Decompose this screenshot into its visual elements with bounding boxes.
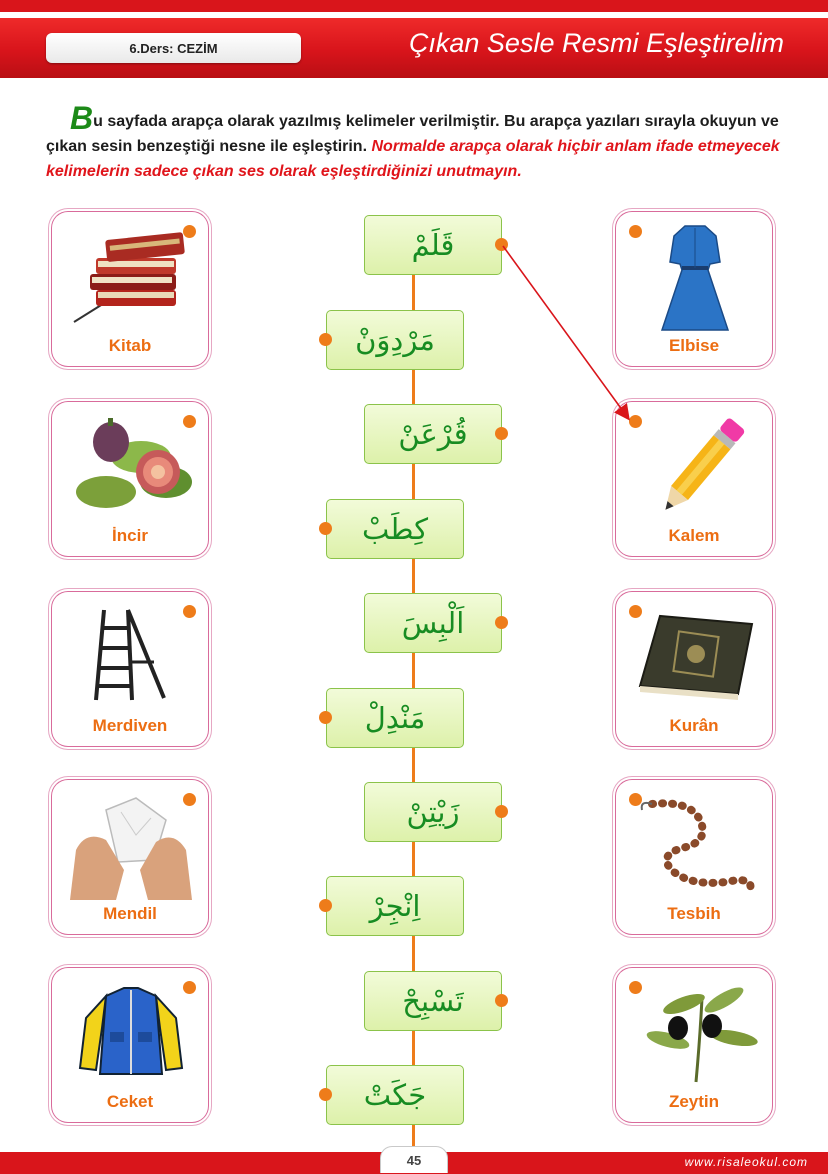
arabic-word: قَلَمْ (411, 228, 455, 262)
arabic-word: تَسْبِحْ (402, 984, 464, 1018)
instructions-text: u sayfada arapça olarak yazılmış kelimeler verilmiştir. Bu arapça yazıları sırayla okuyun ve çıkan sesin benzeştiği nesne ile eşleştirin. (46, 113, 779, 155)
page-number: 45 (406, 1152, 422, 1168)
drop-cap: B (70, 100, 94, 136)
page-number-tab (380, 1146, 448, 1173)
arabic-word: كِطَبْ (361, 512, 429, 546)
arabic-word: مَنْدِلْ (364, 701, 426, 735)
card-label: Merdiven (92, 716, 168, 735)
card-label: Ceket (106, 1092, 154, 1111)
arabic-word: زَيْتِنْ (406, 795, 460, 829)
arabic-word: مَرْدِوَنْ (355, 323, 435, 357)
card-label: Kurân (669, 716, 719, 735)
arabic-word: جَكَتْ (363, 1078, 427, 1112)
card-label: Mendil (103, 904, 157, 923)
card-label: Tesbih (667, 904, 721, 923)
arabic-word: اَلْبِسَ (401, 606, 465, 640)
card-label: Zeytin (668, 1092, 720, 1111)
instructions-warning: Normalde arapça olarak hiçbir anlam ifade etmeyecek kelimelerin sadece çıkan ses olarak eşleştirdiğinizi unutmayın. (46, 138, 780, 180)
card-label: Elbise (668, 336, 720, 355)
site-url[interactable]: www.risaleokul.com (684, 1155, 808, 1169)
card-label: Kalem (668, 526, 720, 545)
page-title: Çıkan Sesle Resmi Eşleştirelim (408, 28, 784, 58)
card-label: İncir (112, 526, 148, 545)
arabic-word: اِنْجِرْ (369, 889, 421, 923)
card-label: Kitab (108, 336, 152, 355)
arabic-word: قُرْعَنْ (398, 417, 468, 451)
lesson-label: 6.Ders: CEZİM (129, 40, 218, 56)
